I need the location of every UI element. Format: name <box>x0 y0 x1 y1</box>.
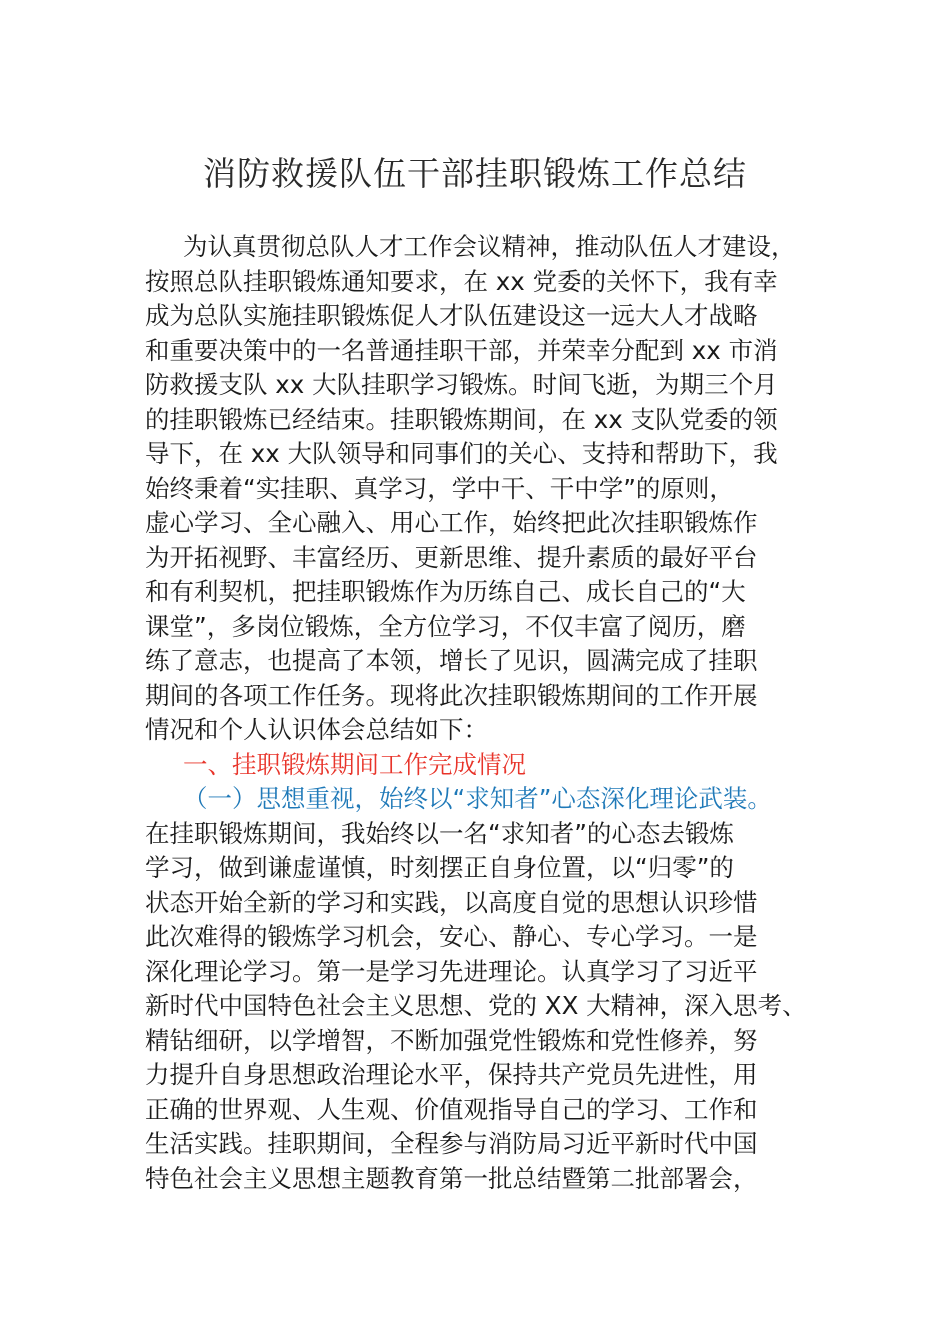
body-line: 生活实践。挂职期间，全程参与消防局习近平新时代中国 <box>145 1129 758 1158</box>
intro-line: 虚心学习、全心融入、用心工作，始终把此次挂职锻炼作 <box>145 508 758 537</box>
section-heading: 一、挂职锻炼期间工作完成情况 <box>183 749 526 779</box>
intro-line: 为认真贯彻总队人才工作会议精神，推动队伍人才建设， <box>183 232 796 261</box>
intro-line: 课堂”，多岗位锻炼，全方位学习，不仅丰富了阅历，磨 <box>145 611 746 641</box>
intro-line: 期间的各项工作任务。现将此次挂职锻炼期间的工作开展 <box>145 680 758 710</box>
intro-line: 和有利契机，把挂职锻炼作为历练自己、成长自己的“大 <box>145 577 746 606</box>
intro-line: 导下，在 xx 大队领导和同事们的关心、支持和帮助下，我 <box>145 439 778 468</box>
intro-line: 成为总队实施挂职锻炼促人才队伍建设这一远大人才战略 <box>145 301 758 330</box>
intro-line: 为开拓视野、丰富经历、更新思维、提升素质的最好平台 <box>145 542 758 572</box>
intro-line: 的挂职锻炼已经结束。挂职锻炼期间，在 xx 支队党委的领 <box>145 404 778 434</box>
intro-line: 始终秉着“实挂职、真学习，学中干、干中学”的原则， <box>145 473 734 503</box>
body-line: 深化理论学习。第一是学习先进理论。认真学习了习近平 <box>145 956 758 986</box>
intro-line: 按照总队挂职锻炼通知要求，在 xx 党委的关怀下，我有幸 <box>145 266 778 296</box>
body-line: 在挂职锻炼期间，我始终以一名“求知者”的心态去锻炼 <box>145 818 734 848</box>
document-title: 消防救援队伍干部挂职锻炼工作总结 <box>203 154 747 193</box>
intro-line: 和重要决策中的一名普通挂职干部，并荣幸分配到 xx 市消 <box>145 335 778 365</box>
intro-line: 防救援支队 xx 大队挂职学习锻炼。时间飞逝，为期三个月 <box>145 370 778 399</box>
body-line: 力提升自身思想政治理论水平，保持共产党员先进性，用 <box>145 1060 758 1089</box>
intro-line: 情况和个人认识体会总结如下： <box>145 715 488 744</box>
body-line: 正确的世界观、人生观、价值观指导自己的学习、工作和 <box>145 1094 758 1124</box>
body-line: 学习，做到谦虚谨慎，时刻摆正自身位置，以“归零”的 <box>145 853 734 882</box>
body-line: 此次难得的锻炼学习机会，安心、静心、专心学习。一是 <box>145 922 758 951</box>
subsection-heading: （一）思想重视，始终以“求知者”心态深化理论武装。 <box>183 784 772 813</box>
body-line: 精钻细研，以学增智，不断加强党性锻炼和党性修养，努 <box>145 1025 758 1055</box>
body-line: 状态开始全新的学习和实践，以高度自觉的思想认识珍惜 <box>145 887 758 917</box>
intro-line: 练了意志，也提高了本领，增长了见识，圆满完成了挂职 <box>145 646 758 675</box>
body-line: 新时代中国特色社会主义思想、党的 XX 大精神，深入思考、 <box>145 991 807 1020</box>
body-line: 特色社会主义思想主题教育第一批总结暨第二批部署会， <box>145 1163 758 1193</box>
